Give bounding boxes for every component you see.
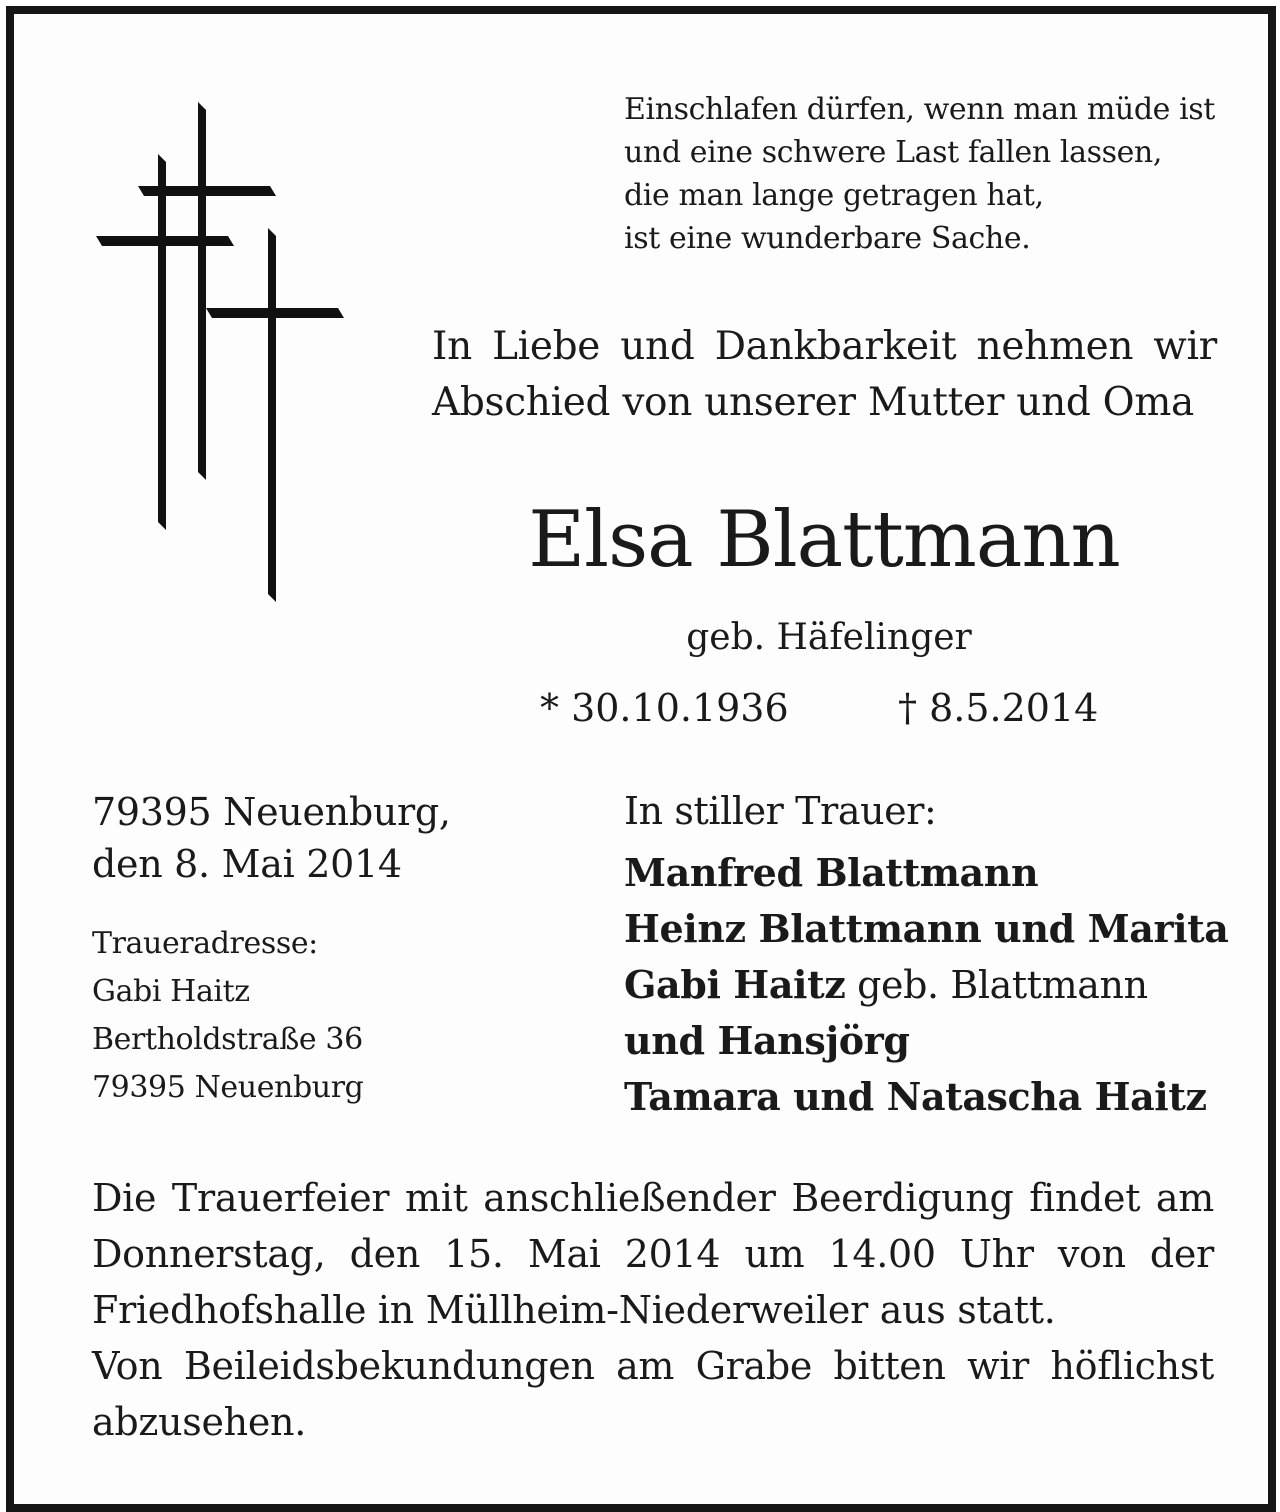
obituary-frame [6,6,1276,1512]
poem-line: die man lange getragen hat, [624,178,1044,213]
poem-line: ist eine wunderbare Sache. [624,221,1031,256]
intro-line-1: In Liebe und Dankbarkeit nehmen wir [432,324,1217,369]
deceased-name: Elsa Blattmann [528,495,1120,585]
funeral-notice [92,1170,1214,1450]
mourner-name: und Hansjörg [624,1018,910,1063]
mourner-entry [624,1013,1244,1069]
death-date: † 8.5.2014 [898,686,1099,730]
address-city: 79395 Neuenburg [92,1070,364,1105]
mourner-name: Manfred Blattmann [624,850,1039,895]
mourner-maiden-name: geb. Blattmann [845,963,1148,1007]
mourning-address [92,920,532,1112]
address-street: Bertholdstraße 36 [92,1022,363,1057]
notice-line: Donnerstag, den 15. Mai 2014 um 14.00 Uhr von der [92,1232,1214,1276]
mourners-list [624,784,1244,1125]
notice-line: abzusehen. [92,1400,306,1444]
mourner-name: Heinz Blattmann und Marita [624,906,1229,951]
mourner-entry [624,1069,1244,1125]
place-line: 79395 Neuenburg, [92,790,451,834]
mourner-name: Gabi Haitz [624,962,846,1007]
notice-line: Friedhofshalle in Müllheim-Niederweiler aus statt. [92,1288,1056,1332]
poem-quote [624,88,1244,260]
birth-date: * 30.10.1936 [540,686,789,730]
three-crosses-icon [94,102,354,612]
poem-line: Einschlafen dürfen, wenn man müde ist [624,92,1215,127]
notice-line: Von Beileidsbekundungen am Grabe bitten wir höflichst [92,1344,1214,1388]
date-line: den 8. Mai 2014 [92,842,402,886]
farewell-intro [432,319,1217,431]
notice-line: Die Trauerfeier mit anschließender Beerdigung findet am [92,1176,1214,1220]
address-label: Traueradresse: [92,926,318,961]
address-name: Gabi Haitz [92,974,250,1009]
mourner-entry [624,957,1244,1013]
poem-line: und eine schwere Last fallen lassen, [624,135,1162,170]
mourner-entry [624,845,1244,901]
mourner-name: Tamara und Natascha Haitz [624,1074,1207,1119]
maiden-name: geb. Häfelinger [686,617,972,658]
place-date [92,786,532,890]
mourners-heading: In stiller Trauer: [624,789,937,833]
intro-line-2: Abschied von unserer Mutter und Oma [432,380,1194,425]
mourner-entry [624,901,1244,957]
